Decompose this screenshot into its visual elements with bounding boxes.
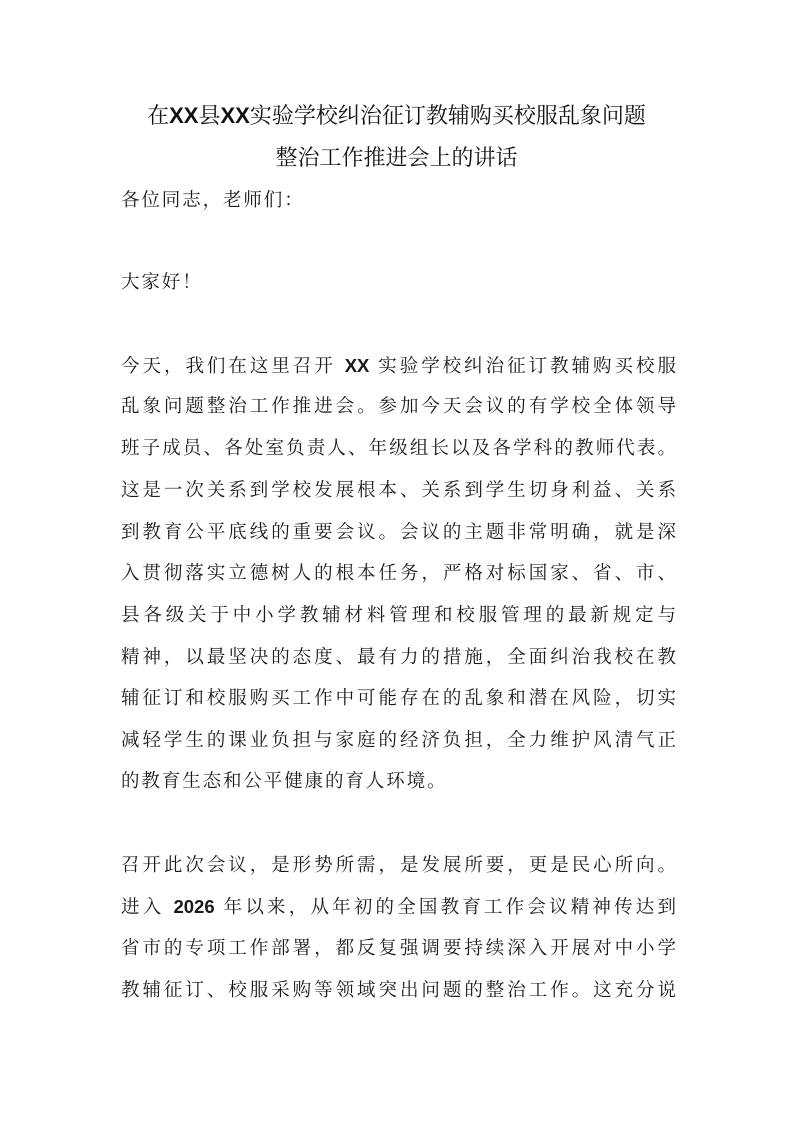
- title-placeholder-school: XX: [220, 103, 250, 128]
- paragraph-line: 减轻学生的课业负担与家庭的经济负担，全力维护风清气正: [121, 730, 676, 751]
- paragraph-line: 县各级关于中小学教辅材料管理和校服管理的最新规定与: [121, 605, 676, 626]
- paragraph-line: 班子成员、各处室负责人、年级组长以及各学科的教师代表。: [121, 438, 676, 459]
- paragraph-line: 乱象问题整治工作推进会。参加今天会议的有学校全体领导: [121, 396, 676, 417]
- salutation: 各位同志，老师们：: [121, 190, 305, 211]
- paragraph-line: [121, 353, 676, 380]
- title-text: 县: [198, 104, 221, 129]
- greeting: 大家好！: [121, 272, 203, 293]
- paragraph-line: 省市的专项工作部署，都反复强调要持续深入开展对中小学: [121, 938, 676, 959]
- year-value: 2026: [173, 896, 215, 917]
- line-text: 进入: [121, 897, 174, 918]
- title-text: 实验学校纠治征订教辅购买校服乱象问题: [249, 104, 646, 129]
- line-text: 实验学校纠治征订教辅购买校服: [369, 356, 676, 377]
- paragraph-line: 召开此次会议，是形势所需，是发展所要，更是民心所向。: [121, 855, 676, 876]
- paragraph-line: 这是一次关系到学校发展根本、关系到学生切身利益、关系: [121, 480, 676, 501]
- paragraph-line: 到教育公平底线的重要会议。会议的主题非常明确，就是深: [121, 522, 676, 543]
- line-text: 今天，我们在这里召开: [121, 356, 345, 377]
- title-text: 在: [147, 104, 170, 129]
- paragraph-line: 精神，以最坚决的态度、最有力的措施，全面纠治我校在教: [121, 647, 676, 668]
- document-title-line-1: [0, 101, 793, 132]
- paragraph-line: 入贯彻落实立德树人的根本任务，严格对标国家、省、市、: [121, 563, 676, 584]
- school-placeholder: XX: [344, 355, 370, 376]
- paragraph-line-last: 的教育生态和公平健康的育人环境。: [121, 771, 448, 792]
- document-title-line-2: 整治工作推进会上的讲话: [275, 146, 518, 171]
- paragraph-line: 教辅征订、校服采购等领域突出问题的整治工作。这充分说: [121, 980, 676, 1001]
- paragraph-line: [121, 894, 676, 921]
- line-text: 年以来，从年初的全国教育工作会议精神传达到: [214, 897, 676, 918]
- paragraph-line: 辅征订和校服购买工作中可能存在的乱象和潜在风险，切实: [121, 688, 676, 709]
- title-placeholder-county: XX: [169, 103, 199, 128]
